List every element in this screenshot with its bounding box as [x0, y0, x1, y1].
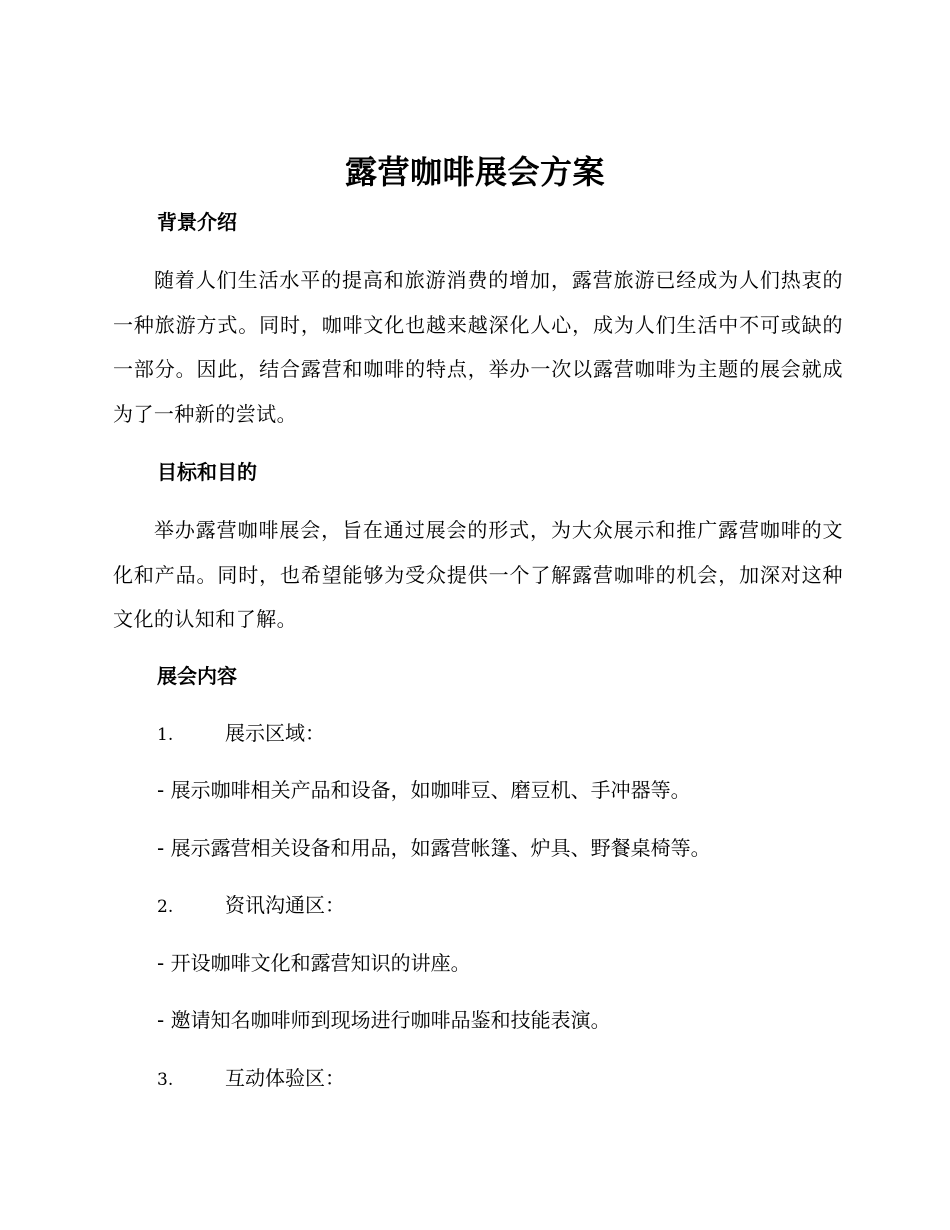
- section-heading-goals: 目标和目的: [157, 460, 257, 484]
- list-item-label: 展示区域：: [225, 721, 325, 745]
- section-heading-background: 背景介绍: [157, 210, 237, 234]
- list-item-label: 资讯沟通区：: [225, 893, 345, 917]
- list-item-label: 互动体验区：: [225, 1066, 345, 1090]
- bullet-line: - 开设咖啡文化和露营知识的讲座。: [157, 951, 471, 975]
- document-title: 露营咖啡展会方案: [344, 153, 605, 191]
- section-heading-content: 展会内容: [157, 664, 237, 688]
- list-item-interactive-area: [157, 1064, 345, 1094]
- section-paragraph-goals: 举办露营咖啡展会，旨在通过展会的形式，为大众展示和推广露营咖啡的文化和产品。同时，也希望能够为受众提供一个了解露营咖啡的机会，加深对这种文化的认知和了解。: [113, 518, 843, 632]
- list-number: 3.: [157, 1070, 174, 1090]
- list-number: 1.: [157, 725, 174, 745]
- list-number: 2.: [157, 897, 174, 917]
- bullet-line: - 展示露营相关设备和用品，如露营帐篷、炉具、野餐桌椅等。: [157, 836, 711, 860]
- bullet-line: - 邀请知名咖啡师到现场进行咖啡品鉴和技能表演。: [157, 1008, 611, 1032]
- bullet-line: - 展示咖啡相关产品和设备，如咖啡豆、磨豆机、手冲器等。: [157, 778, 691, 802]
- list-item-info-area: [157, 891, 345, 921]
- list-item-display-area: [157, 719, 325, 749]
- section-paragraph-background: 随着人们生活水平的提高和旅游消费的增加，露营旅游已经成为人们热衷的一种旅游方式。同时，咖啡文化也越来越深化人心，成为人们生活中不可或缺的一部分。因此，结合露营和咖啡的特点，举办一次以露营咖啡为主题的展会就成为了一种新的尝试。: [113, 268, 843, 427]
